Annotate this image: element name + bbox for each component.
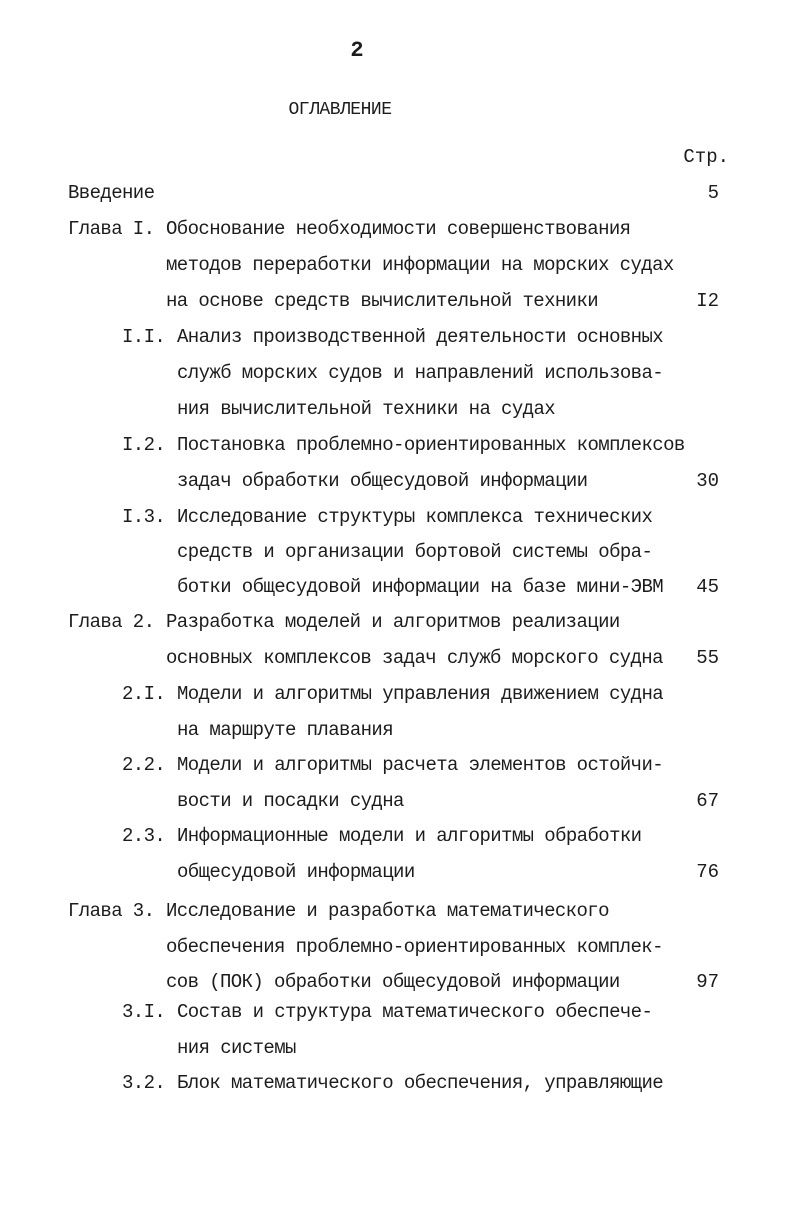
- toc-entry-page: 45: [696, 576, 719, 598]
- toc-entry-line: Исследование и разработка математического: [166, 900, 609, 922]
- toc-entry-line: Блок математического обеспечения, управляющие: [177, 1072, 664, 1094]
- toc-entry-line: Обоснование необходимости совершенствования: [166, 218, 631, 240]
- section-number: I.3.: [122, 506, 166, 528]
- toc-entry-line: вости и посадки судна: [177, 790, 404, 812]
- toc-entry-line: ния системы: [177, 1037, 296, 1059]
- toc-entry-line: общесудовой информации: [177, 861, 415, 883]
- section-number: 2.3.: [122, 825, 166, 847]
- toc-entry-line: Модели и алгоритмы управления движением судна: [177, 683, 664, 705]
- toc-entry-line: Постановка проблемно-ориентированных комплексов: [177, 434, 685, 456]
- toc-entry-line: задач обработки общесудовой информации: [177, 470, 588, 492]
- toc-entry-line: Разработка моделей и алгоритмов реализации: [166, 611, 620, 633]
- toc-entry-line: средств и организации бортовой системы обра-: [177, 541, 653, 563]
- section-number: I.I.: [122, 326, 166, 348]
- toc-entry-page: 76: [696, 861, 719, 883]
- section-number: 2.2.: [122, 754, 166, 776]
- section-number: 3.2.: [122, 1072, 166, 1094]
- chapter-label: Глава 2.: [68, 611, 155, 633]
- section-number: 3.I.: [122, 1001, 166, 1023]
- toc-entry-line: Состав и структура математического обеспече-: [177, 1001, 653, 1023]
- toc-entry-label: Введение: [68, 182, 155, 204]
- toc-entry-page: 55: [696, 647, 719, 669]
- toc-entry-line: на основе средств вычислительной техники: [166, 290, 599, 312]
- toc-entry-line: методов переработки информации на морских судах: [166, 254, 674, 276]
- section-number: I.2.: [122, 434, 166, 456]
- toc-title: ОГЛАВЛЕНИЕ: [288, 100, 392, 120]
- toc-entry-page: I2: [696, 290, 719, 312]
- chapter-label: Глава 3.: [68, 900, 155, 922]
- section-number: 2.I.: [122, 683, 166, 705]
- toc-entry-line: Анализ производственной деятельности основных: [177, 326, 664, 348]
- toc-entry-line: служб морских судов и направлений использова-: [177, 362, 664, 384]
- toc-entry-page: 30: [696, 470, 719, 492]
- toc-entry-page: 97: [696, 971, 719, 993]
- toc-entry-line: Исследование структуры комплекса технических: [177, 506, 653, 528]
- chapter-label: Глава I.: [68, 218, 155, 240]
- toc-entry-line: ния вычислительной техники на судах: [177, 398, 556, 420]
- toc-entry-line: на маршруте плавания: [177, 719, 394, 741]
- toc-entry-line: Модели и алгоритмы расчета элементов остойчи-: [177, 754, 664, 776]
- page-column-header: Стр.: [683, 146, 729, 168]
- toc-entry-page: 5: [707, 182, 719, 204]
- toc-entry-line: Информационные модели и алгоритмы обработки: [177, 825, 642, 847]
- toc-entry-line: сов (ПОК) обработки общесудовой информации: [166, 971, 620, 993]
- toc-entry-page: 67: [696, 790, 719, 812]
- toc-entry-line: основных комплексов задач служб морского судна: [166, 647, 663, 669]
- page-number: 2: [350, 38, 364, 63]
- toc-entry-line: ботки общесудовой информации на базе мини-ЭВМ: [177, 576, 664, 598]
- toc-entry-line: обеспечения проблемно-ориентированных комплек-: [166, 936, 663, 958]
